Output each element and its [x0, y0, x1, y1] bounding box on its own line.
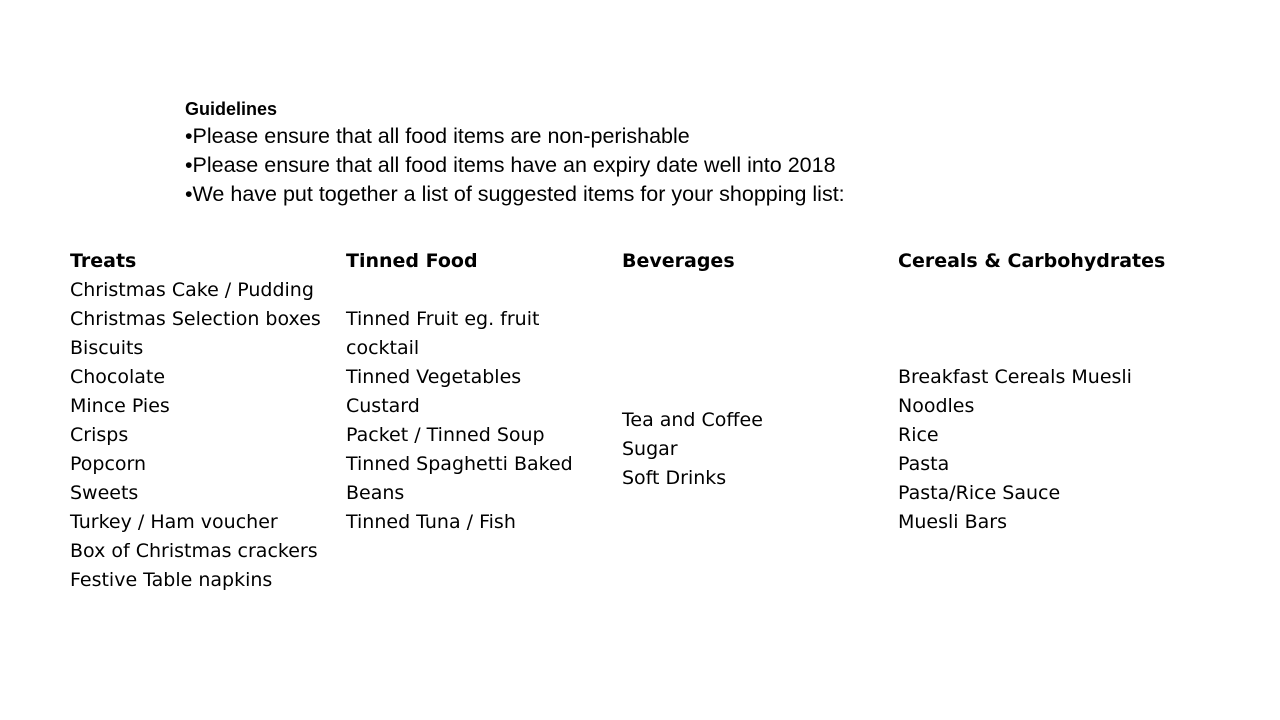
treats-heading: Treats	[70, 250, 137, 272]
beverages-column	[622, 247, 882, 493]
beverages-heading: Beverages	[622, 250, 735, 272]
list-item: Tinned Tuna / Fish	[346, 511, 516, 533]
list-item: Tea and Coffee	[622, 409, 763, 431]
list-item: Tinned Vegetables	[346, 366, 522, 388]
guideline-bullet: •Please ensure that all food items have an expiry date well into 2018	[185, 153, 836, 177]
list-item: Pasta	[898, 453, 950, 475]
list-item: Muesli Bars	[898, 511, 1008, 533]
list-item: Popcorn	[70, 453, 147, 475]
list-item: Turkey / Ham voucher	[70, 511, 278, 533]
cereals-column	[898, 247, 1198, 537]
list-item: Sweets	[70, 482, 139, 504]
list-item: Custard	[346, 395, 420, 417]
list-item: Crisps	[70, 424, 129, 446]
guidelines-bullet-list	[185, 122, 1185, 209]
guidelines-title: Guidelines	[185, 99, 278, 119]
list-item: Breakfast Cereals Muesli	[898, 366, 1132, 388]
list-item: Rice	[898, 424, 939, 446]
list-item: Christmas Selection boxes	[70, 308, 321, 330]
cereals-heading: Cereals & Carbohydrates	[898, 250, 1166, 272]
list-item: Noodles	[898, 395, 975, 417]
list-item: Tinned Spaghetti Baked Beans	[346, 453, 573, 504]
tinned-food-heading: Tinned Food	[346, 250, 478, 272]
beverages-list	[622, 406, 882, 493]
guidelines-section	[185, 96, 1185, 209]
list-item: Chocolate	[70, 366, 166, 388]
cereals-list	[898, 363, 1198, 537]
spacer	[346, 276, 586, 305]
list-item: Mince Pies	[70, 395, 170, 417]
list-item: Biscuits	[70, 337, 144, 359]
tinned-food-list	[346, 305, 586, 537]
list-item: Christmas Cake / Pudding	[70, 279, 314, 301]
treats-column	[70, 247, 338, 595]
guideline-bullet: •We have put together a list of suggested items for your shopping list:	[185, 182, 845, 206]
list-item: Packet / Tinned Soup	[346, 424, 545, 446]
list-item: Box of Christmas crackers	[70, 540, 318, 562]
guideline-bullet: •Please ensure that all food items are non-perishable	[185, 124, 690, 148]
list-item: Tinned Fruit eg. fruit cocktail	[346, 308, 540, 359]
list-item: Sugar	[622, 438, 678, 460]
spacer	[622, 276, 882, 406]
tinned-food-column	[346, 247, 586, 537]
list-item: Festive Table napkins	[70, 569, 273, 591]
list-item: Pasta/Rice Sauce	[898, 482, 1061, 504]
list-item: Soft Drinks	[622, 467, 727, 489]
spacer	[898, 276, 1198, 363]
treats-list	[70, 276, 338, 595]
